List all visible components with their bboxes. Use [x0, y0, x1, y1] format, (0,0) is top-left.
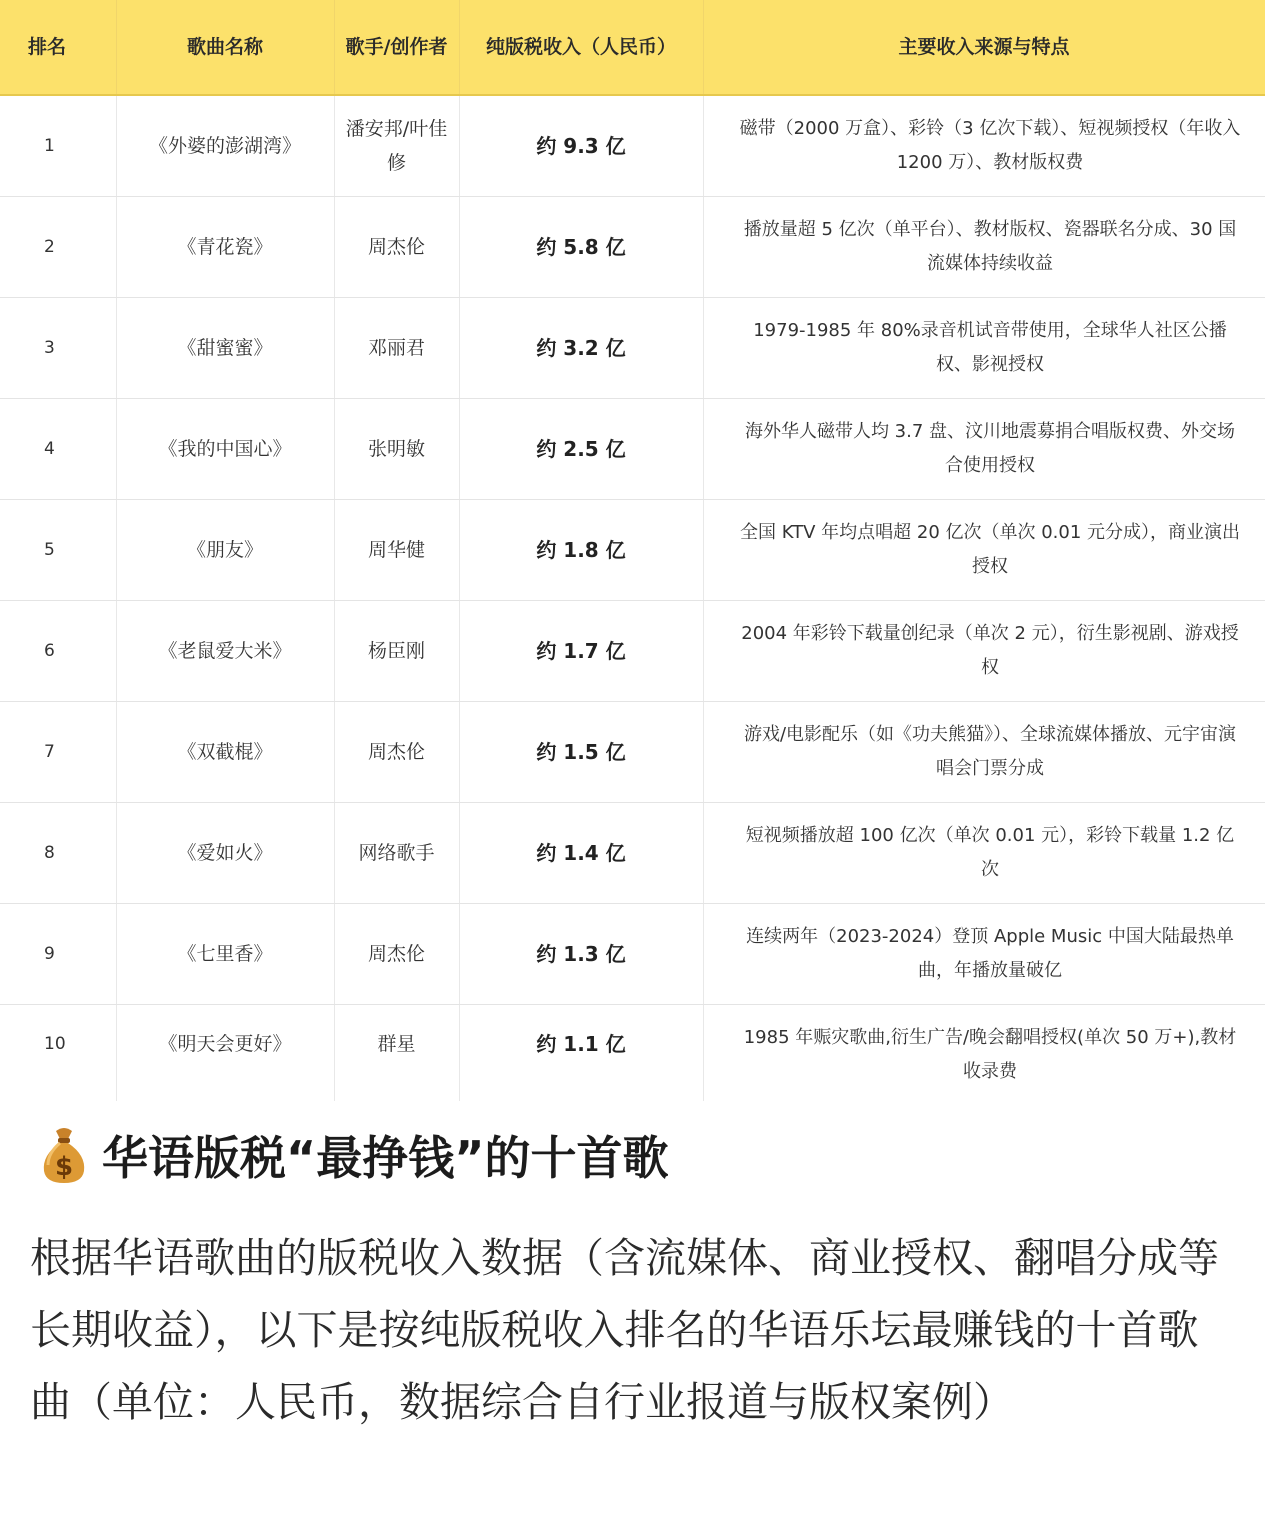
artist-cell: 杨臣刚 [334, 601, 459, 702]
rank-cell: 3 [0, 298, 116, 399]
song-cell: 《老鼠爱大米》 [116, 601, 334, 702]
source-cell: 游戏/电影配乐（如《功夫熊猫》）、全球流媒体播放、元宇宙演唱会门票分成 [703, 702, 1265, 803]
post-description: 根据华语歌曲的版税收入数据（含流媒体、商业授权、翻唱分成等长期收益），以下是按纯版税收入排名的华语乐坛最赚钱的十首歌曲（单位：人民币，数据综合自行业报道与版权案例） [30, 1234, 1219, 1426]
post-headline [38, 1120, 668, 1190]
income-cell: 约 9.3 亿 [459, 95, 703, 197]
table-row [0, 904, 1265, 1005]
song-cell: 《明天会更好》 [116, 1005, 334, 1102]
source-cell: 1979-1985 年 80%录音机试音带使用，全球华人社区公播权、影视授权 [703, 298, 1265, 399]
artist-cell: 群星 [334, 1005, 459, 1102]
table-row [0, 95, 1265, 197]
artist-cell: 网络歌手 [334, 803, 459, 904]
income-cell: 约 1.7 亿 [459, 601, 703, 702]
rank-cell: 2 [0, 197, 116, 298]
table-header-row [0, 0, 1265, 95]
income-cell: 约 1.4 亿 [459, 803, 703, 904]
table-row [0, 500, 1265, 601]
rank-cell: 5 [0, 500, 116, 601]
rank-cell: 8 [0, 803, 116, 904]
song-cell: 《我的中国心》 [116, 399, 334, 500]
table-row [0, 298, 1265, 399]
source-cell: 短视频播放超 100 亿次（单次 0.01 元），彩铃下载量 1.2 亿次 [703, 803, 1265, 904]
artist-cell: 潘安邦/叶佳修 [334, 95, 459, 197]
income-cell: 约 5.8 亿 [459, 197, 703, 298]
source-cell: 磁带（2000 万盒）、彩铃（3 亿次下载）、短视频授权（年收入 1200 万）、教材版权费 [703, 95, 1265, 197]
rank-cell: 9 [0, 904, 116, 1005]
header-artist: 歌手/创作者 [334, 0, 459, 95]
table-row [0, 601, 1265, 702]
source-cell: 1985 年赈灾歌曲,衍生广告/晚会翻唱授权(单次 50 万+),教材收录费 [703, 1005, 1265, 1102]
source-cell: 2004 年彩铃下载量创纪录（单次 2 元），衍生影视剧、游戏授权 [703, 601, 1265, 702]
header-rank: 排名 [0, 0, 116, 95]
song-cell: 《双截棍》 [116, 702, 334, 803]
table-row [0, 1005, 1265, 1102]
table-row [0, 803, 1265, 904]
artist-cell: 邓丽君 [334, 298, 459, 399]
source-cell: 播放量超 5 亿次（单平台）、教材版权、瓷器联名分成、30 国流媒体持续收益 [703, 197, 1265, 298]
artist-cell: 周杰伦 [334, 197, 459, 298]
header-source: 主要收入来源与特点 [703, 0, 1265, 95]
headline-title: 华语版税“最挣钱”的十首歌 [102, 1131, 669, 1185]
rank-cell: 1 [0, 95, 116, 197]
table-row [0, 702, 1265, 803]
rank-cell: 7 [0, 702, 116, 803]
income-cell: 约 1.8 亿 [459, 500, 703, 601]
income-cell: 约 2.5 亿 [459, 399, 703, 500]
header-song: 歌曲名称 [116, 0, 334, 95]
song-cell: 《外婆的澎湖湾》 [116, 95, 334, 197]
song-cell: 《甜蜜蜜》 [116, 298, 334, 399]
source-cell: 海外华人磁带人均 3.7 盘、汶川地震募捐合唱版权费、外交场合使用授权 [703, 399, 1265, 500]
artist-cell: 张明敏 [334, 399, 459, 500]
song-cell: 《青花瓷》 [116, 197, 334, 298]
income-cell: 约 1.5 亿 [459, 702, 703, 803]
rank-cell: 4 [0, 399, 116, 500]
song-cell: 《朋友》 [116, 500, 334, 601]
source-cell: 全国 KTV 年均点唱超 20 亿次（单次 0.01 元分成），商业演出授权 [703, 500, 1265, 601]
svg-text:$: $ [54, 1152, 74, 1182]
table-row [0, 197, 1265, 298]
money-bag-icon [38, 1125, 90, 1185]
income-cell: 约 1.3 亿 [459, 904, 703, 1005]
source-cell: 连续两年（2023-2024）登顶 Apple Music 中国大陆最热单曲，年播放量破亿 [703, 904, 1265, 1005]
song-cell: 《爱如火》 [116, 803, 334, 904]
artist-cell: 周杰伦 [334, 904, 459, 1005]
rank-cell: 10 [0, 1005, 116, 1102]
income-cell: 约 3.2 亿 [459, 298, 703, 399]
table-row [0, 399, 1265, 500]
song-cell: 《七里香》 [116, 904, 334, 1005]
artist-cell: 周华健 [334, 500, 459, 601]
header-income: 纯版税收入（人民币） [459, 0, 703, 95]
rank-cell: 6 [0, 601, 116, 702]
artist-cell: 周杰伦 [334, 702, 459, 803]
income-cell: 约 1.1 亿 [459, 1005, 703, 1102]
